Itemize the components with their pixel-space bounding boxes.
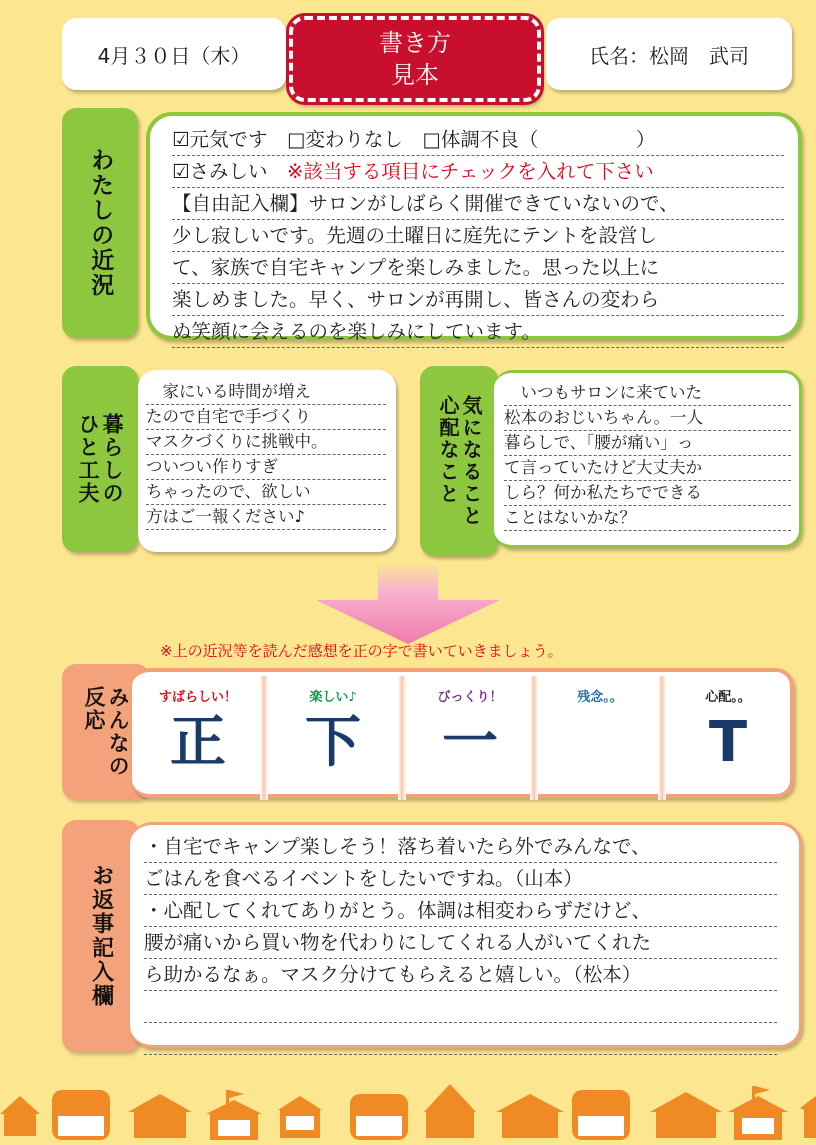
reaction-disappointed[interactable] bbox=[538, 672, 662, 794]
recent-checks-note: ※該当する項目にチェックを入れて下さい bbox=[286, 160, 654, 183]
recent-checks-2 bbox=[172, 156, 784, 188]
concerns-label-line-1: 気になること bbox=[459, 395, 483, 527]
tips-line-1: 家にいる時間が増え bbox=[146, 380, 386, 405]
reaction-label-5: 心配。。 bbox=[705, 690, 751, 705]
tips-line-2: たので自宅で手づくり bbox=[146, 405, 386, 430]
reaction-surprise[interactable] bbox=[406, 672, 534, 794]
reply-line-5: ら助かるなぁ。マスク分けてもらえると嬉しい。（松本） bbox=[144, 959, 777, 991]
column-divider bbox=[260, 676, 268, 800]
date-text: 4月３０日（木） bbox=[97, 43, 251, 68]
column-divider bbox=[530, 676, 538, 800]
reply-label-text: お返事記入欄 bbox=[88, 864, 114, 1008]
recent-line-4: 楽しめました。早く、サロンが再開し、皆さんの変わら bbox=[172, 284, 784, 316]
concerns-line-2: 松本のおじいちゃん。一人 bbox=[504, 406, 791, 431]
tips-label-text bbox=[76, 413, 124, 505]
reply-line-4: 腰が痛いから買い物を代わりにしてくれる人がいてくれた bbox=[144, 927, 777, 959]
name-text: 氏名：松岡 武司 bbox=[589, 43, 749, 68]
recent-box bbox=[146, 112, 802, 343]
concerns-box bbox=[494, 370, 802, 548]
reply-line-7 bbox=[144, 1023, 777, 1055]
reply-line-2: ごはんを食べるイベントをしたいですね。（山本） bbox=[144, 863, 777, 895]
concerns-line-4: て言っていたけど大丈夫か bbox=[504, 456, 791, 481]
recent-checks-1: ☑元気です □変わりなし □体調不良（ ） bbox=[172, 124, 784, 156]
recent-line-2: 少し寂しいです。先週の土曜日に庭先にテントを設営し bbox=[172, 220, 784, 252]
title-badge bbox=[289, 16, 541, 102]
reactions-label-line-2: 反応 bbox=[82, 686, 106, 732]
column-divider bbox=[398, 676, 406, 800]
date-box bbox=[62, 18, 286, 90]
reaction-wonderful[interactable] bbox=[132, 672, 264, 794]
concerns-label-line-2: 心配なこと bbox=[436, 395, 460, 505]
concerns-line-3: 暮らしで、「腰が痛い」っ bbox=[504, 431, 791, 456]
reply-label bbox=[62, 820, 140, 1052]
tips-label bbox=[62, 366, 138, 552]
tips-line-4: ついつい作りすぎ bbox=[146, 455, 386, 480]
recent-line-5: ぬ笑顔に会えるのを楽しみにしています。 bbox=[172, 316, 784, 348]
reactions-label-line-1: みんなの bbox=[106, 686, 131, 778]
column-divider bbox=[658, 676, 666, 800]
reply-line-3: ・心配してくれてありがとう。体調は相変わらずだけど、 bbox=[144, 895, 777, 927]
reaction-fun[interactable] bbox=[268, 672, 398, 794]
name-box bbox=[546, 18, 792, 90]
recent-line-3: て、家族で自宅キャンプを楽しみました。思った以上に bbox=[172, 252, 784, 284]
reaction-label-2: 楽しい♪ bbox=[309, 690, 357, 705]
recent-checks-2-a: ☑さみしい bbox=[172, 160, 287, 183]
house-row-decoration bbox=[0, 1076, 816, 1145]
concerns-label bbox=[420, 366, 498, 556]
reactions-label-text bbox=[82, 686, 130, 778]
down-arrow-icon bbox=[316, 562, 500, 644]
tips-line-3: マスクづくりに挑戦中。 bbox=[146, 430, 386, 455]
recent-label-text: わたしの近況 bbox=[87, 148, 114, 298]
reaction-mark-1: 正 bbox=[170, 710, 226, 775]
tips-label-line-2: ひと工夫 bbox=[76, 413, 100, 505]
tips-box bbox=[138, 370, 396, 552]
tips-line-6: 方はご一報ください♪ bbox=[146, 505, 386, 530]
reply-line-1: ・自宅でキャンプ楽しそう！落ち着いたら外でみんなで、 bbox=[144, 831, 777, 863]
tips-line-5: ちゃったので、欲しい bbox=[146, 480, 386, 505]
reply-line-6 bbox=[144, 991, 777, 1023]
reactions-box bbox=[132, 668, 794, 798]
instruction-text: ※上の近況等を読んだ感想を正の字で書いていきましょう。 bbox=[160, 642, 563, 660]
reaction-mark-5: T bbox=[708, 710, 748, 775]
concerns-label-text bbox=[436, 395, 482, 527]
tips-label-line-1: 暮らしの bbox=[100, 413, 125, 505]
reaction-worried[interactable] bbox=[666, 672, 790, 794]
concerns-line-5: しら？何か私たちでできる bbox=[504, 481, 791, 506]
recent-label bbox=[62, 108, 138, 338]
reaction-label-1: すばらしい！ bbox=[158, 690, 237, 705]
reaction-mark-3: 一 bbox=[442, 710, 498, 775]
title-line-2: 見本 bbox=[391, 61, 439, 89]
reply-box bbox=[130, 822, 802, 1048]
concerns-line-1: いつもサロンに来ていた bbox=[504, 381, 791, 406]
reaction-label-3: びっくり！ bbox=[437, 690, 503, 705]
concerns-line-6: ことはないかな？ bbox=[504, 506, 791, 531]
reaction-mark-2: 下 bbox=[305, 710, 361, 775]
reaction-label-4: 残念。。 bbox=[577, 690, 623, 705]
title-line-1: 書き方 bbox=[379, 29, 451, 57]
recent-line-1: 【自由記入欄】サロンがしばらく開催できていないので、 bbox=[172, 188, 784, 220]
